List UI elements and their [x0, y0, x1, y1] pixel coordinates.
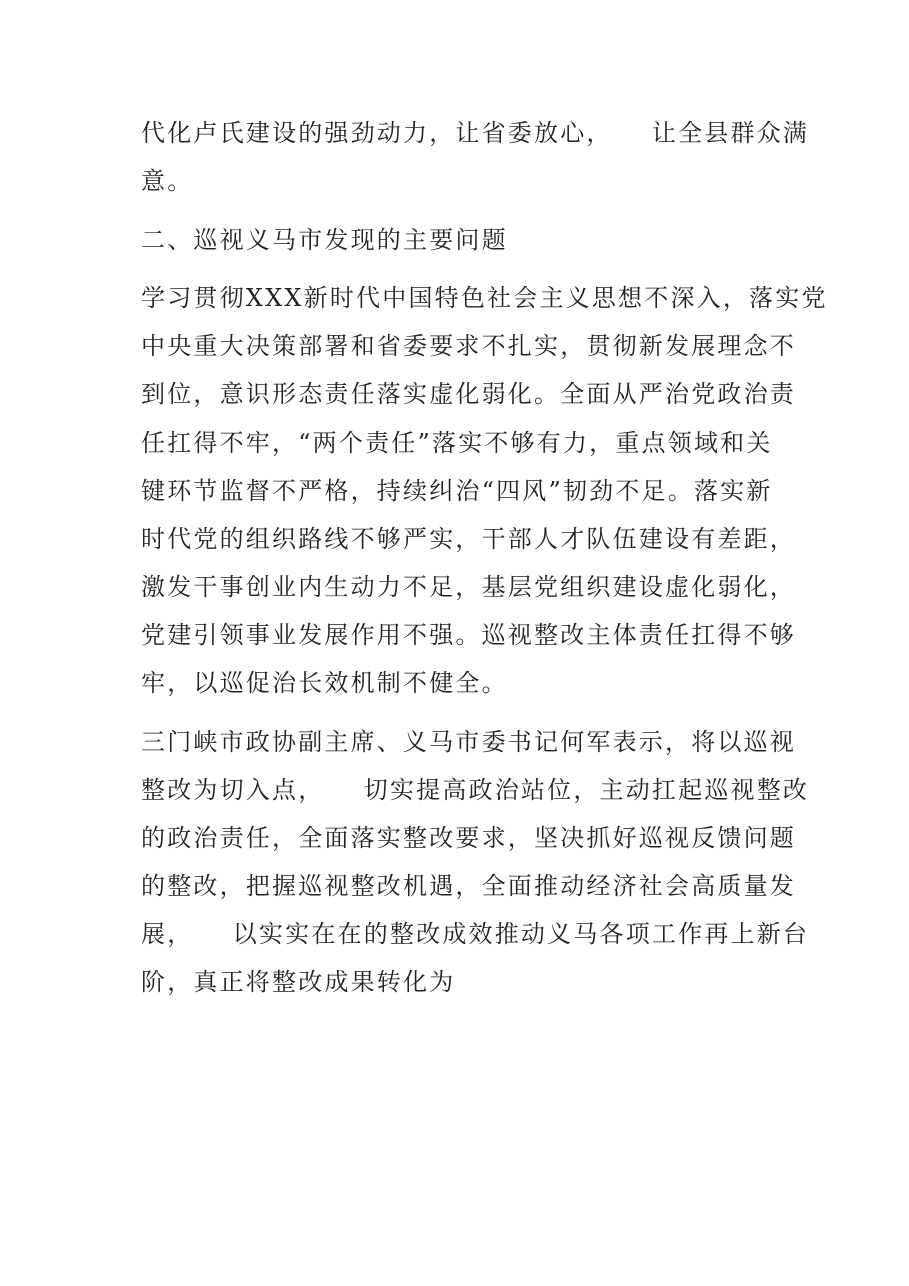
- paragraph-3-line-8: 党建引领事业发展作用不强。巡视整改主体责任扛得不够: [141, 621, 796, 649]
- paragraph-3-line-4: 任扛得不牢，“两个责任”落实不够有力，重点领域和关: [141, 429, 773, 457]
- paragraph-1-line-2: 意。: [141, 167, 194, 195]
- paragraph-4-line-1: 三门峡市政协副主席、义马市委书记何军表示，将以巡视: [141, 728, 796, 756]
- paragraph-4-line-2: 整改为切入点， 切实提高政治站位，主动扛起巡视整改: [141, 776, 810, 804]
- paragraph-3-line-3: 到位，意识形态责任落实虚化弱化。全面从严治党政治责: [141, 380, 796, 408]
- paragraph-4-line-4: 的整改，把握巡视整改机遇，全面推动经济社会高质量发: [141, 872, 796, 900]
- section-heading: 二、巡视义马市发现的主要问题: [141, 226, 508, 254]
- paragraph-3-line-7: 激发干事创业内生动力不足，基层党组织建设虚化弱化，: [141, 573, 796, 601]
- paragraph-3-line-5: 键环节监督不严格，持续纠治“四风”韧劲不足。落实新: [141, 477, 773, 505]
- paragraph-4-line-3: 的政治责任，全面落实整改要求，坚决抓好巡视反馈问题: [141, 824, 796, 852]
- paragraph-3-line-9: 牢，以巡促治长效机制不健全。: [141, 669, 508, 697]
- paragraph-4-line-5: 展， 以实实在在的整改成效推动义马各项工作再上新台: [141, 920, 810, 948]
- paragraph-3-line-6: 时代党的组织路线不够严实，干部人才队伍建设有差距，: [141, 525, 796, 553]
- paragraph-3-line-2: 中央重大决策部署和省委要求不扎实，贯彻新发展理念不: [141, 332, 796, 360]
- paragraph-1-line-1: 代化卢氏建设的强劲动力，让省委放心， 让全县群众满: [141, 119, 810, 147]
- paragraph-4-line-6: 阶，真正将整改成果转化为: [141, 968, 456, 996]
- paragraph-3-line-1: 学习贯彻XXX新时代中国特色社会主义思想不深入，落实党: [141, 284, 828, 312]
